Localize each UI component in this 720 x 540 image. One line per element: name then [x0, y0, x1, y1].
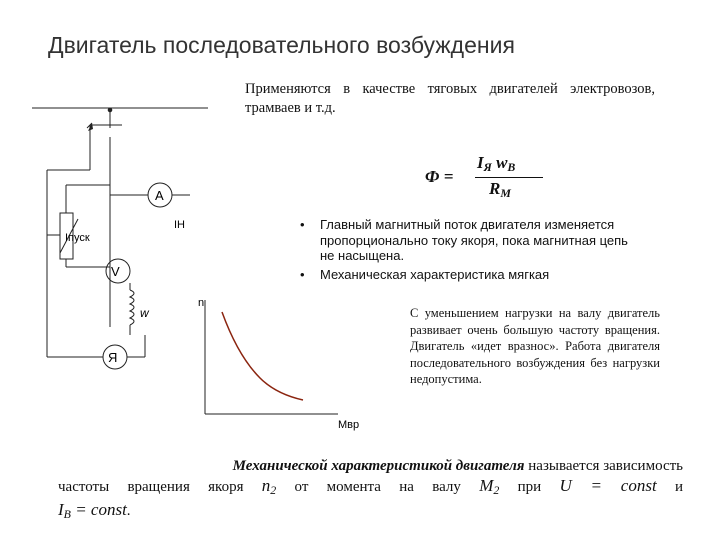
bullet-item [300, 217, 645, 264]
definition-text-3: от момента на валу [294, 479, 461, 495]
formula-numerator [477, 153, 515, 175]
definition-line-2 [58, 476, 683, 500]
bullet-list [300, 217, 645, 285]
graph-x-label: Мвр [338, 419, 360, 431]
m-sub: 2 [493, 483, 500, 497]
denominator-r: R [489, 179, 501, 198]
page-title: Двигатель последовательного возбуждения [48, 32, 515, 58]
armature-label: Я [108, 350, 118, 365]
voltmeter-label: V [111, 264, 120, 279]
fraction-bar [475, 177, 543, 178]
bullet-item [300, 267, 645, 283]
voltage-condition: U = const [559, 476, 657, 495]
characteristic-curve [222, 312, 303, 400]
definition-end: . [126, 503, 131, 519]
current-condition [58, 500, 127, 519]
definition-block [58, 456, 683, 524]
numerator-i-sub: Я [483, 160, 492, 174]
definition-text-1: называется зависимость [528, 458, 683, 474]
numerator-i: I [477, 153, 484, 172]
numerator-w-sub: В [507, 160, 516, 174]
m-symbol [479, 476, 499, 495]
ammeter-label: A [155, 188, 164, 203]
flux-formula [425, 155, 545, 205]
i-rest: = const [75, 500, 127, 519]
m-sym: M [479, 476, 494, 495]
characteristic-graph [198, 296, 368, 436]
definition-term: Механической характеристикой двигателя [232, 458, 525, 474]
definition-text-4: при [517, 479, 542, 495]
bullet-marker: • [300, 266, 305, 282]
denominator-r-sub: М [500, 186, 511, 200]
definition-line-3 [58, 500, 683, 524]
graph-y-label: n [198, 297, 205, 309]
definition-text-2: частоты вращения якоря [58, 479, 244, 495]
formula-lhs: Ф = [425, 167, 454, 186]
circuit-diagram [0, 95, 215, 380]
bullet-marker: • [300, 217, 305, 232]
winding-label: w [140, 306, 149, 320]
usage-text: Применяются в качестве тяговых двигателей электровозов, трамваев и т.д. [245, 81, 655, 116]
formula-denominator [489, 179, 511, 201]
rheostat-label: Iпуск [65, 232, 90, 244]
bullet-text: Главный магнитный поток двигателя изменяется пропорционально току якоря, пока магнитная цепь не насыщена. [320, 217, 628, 263]
current-label: IН [174, 219, 185, 231]
bullet-text: Механическая характеристика мягкая [320, 266, 550, 282]
definition-line-1 [58, 456, 683, 476]
numerator-w: w [496, 153, 508, 172]
i-sym: I [58, 500, 64, 519]
series-winding-coil [130, 290, 134, 325]
i-sub: В [63, 507, 71, 521]
n-symbol [262, 476, 276, 495]
definition-text-5: и [675, 479, 684, 495]
n-sub: 2 [270, 483, 277, 497]
overload-note: С уменьшением нагрузки на валу двигатель развивает очень большую частоту вращения. Двигатель «идет вразнос». Работа двигателя последовательного возбуждения без нагрузки недопустима. [410, 306, 660, 386]
n-sym: n [261, 476, 271, 495]
